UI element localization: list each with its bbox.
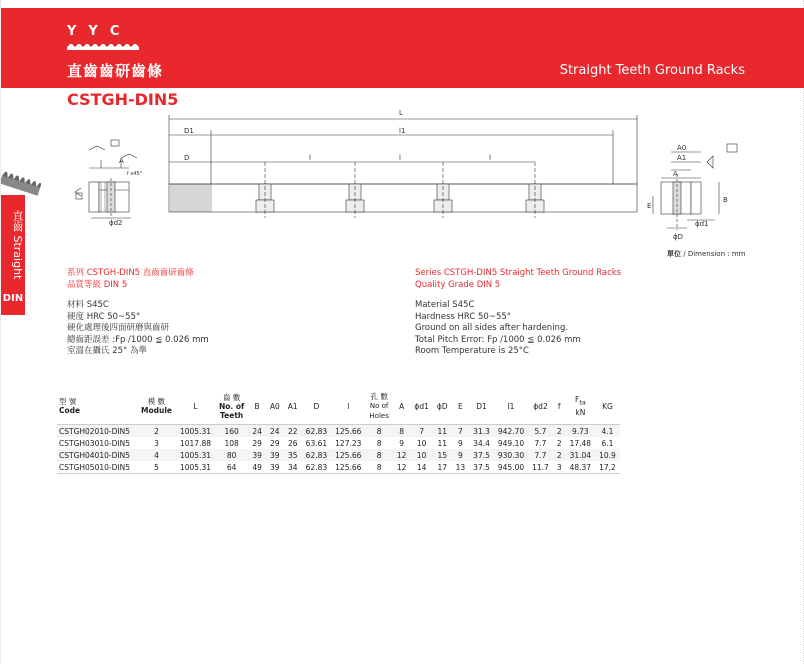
table-cell: 39 <box>270 450 280 460</box>
ground-zh: 硬化處理後四面研磨與齒研 <box>67 323 170 333</box>
end-view-left <box>75 140 137 218</box>
dim-l1: l1 <box>399 127 406 135</box>
table-cell: 125.66 <box>335 450 362 460</box>
table-cell: 31.04 <box>569 450 592 460</box>
table-row <box>57 461 620 474</box>
table-cell: 9 <box>399 438 405 448</box>
table-cell: 942.70 <box>497 426 525 436</box>
table-cell: CSTGH02010-DIN5 <box>59 426 130 436</box>
grade-en: Quality Grade DIN 5 <box>415 279 501 290</box>
dim-E: E <box>647 202 652 210</box>
col-d2: ϕd2 <box>528 388 553 425</box>
dim-D-small: ϕD <box>673 233 684 241</box>
model-heading: CSTGH-DIN5 <box>67 90 179 109</box>
table-cell: 949.10 <box>497 438 525 448</box>
table-cell: 14 <box>410 461 432 474</box>
col-A1: A1 <box>284 388 302 425</box>
header-banner <box>1 8 804 88</box>
technical-drawing <box>1 100 804 250</box>
page-title-zh: 直齒齒研齒條 <box>67 62 164 80</box>
col-D1: D1 <box>469 388 494 425</box>
table-cell: 62.83 <box>305 450 328 460</box>
table-cell: 2 <box>556 426 562 436</box>
table-cell: 6.1 <box>601 438 614 448</box>
logo-letter: C <box>109 24 122 39</box>
table-cell: 35 <box>287 450 298 460</box>
table-cell: CSTGH04010-DIN5 <box>59 450 130 460</box>
temp-zh: 室溫在攝氏 25° 為準 <box>67 346 147 356</box>
table-row <box>57 425 620 438</box>
table-cell: 8 <box>399 426 405 436</box>
table-cell: 7.7 <box>534 450 547 460</box>
table-cell: 125.66 <box>335 426 362 436</box>
table-cell: 62.83 <box>305 426 328 436</box>
table-cell: 11 <box>437 438 448 448</box>
brand-logo <box>67 24 143 54</box>
table-cell: 15 <box>437 450 448 460</box>
logo-letter: Y <box>67 24 79 39</box>
grade-zh: 品質等級 DIN 5 <box>67 279 128 290</box>
table-cell: 17 <box>433 461 452 474</box>
series-en: Series CSTGH-DIN5 Straight Teeth Ground Racks <box>415 268 622 278</box>
table-cell: 22 <box>287 426 298 436</box>
col-l: l <box>331 388 365 425</box>
table-cell: 1005.31 <box>176 461 215 474</box>
col-module: 模 數 Module <box>137 388 176 425</box>
table-cell: CSTGH03010-DIN5 <box>59 438 130 448</box>
side-din-badge: DIN <box>1 288 25 310</box>
dim-l: l <box>399 154 401 162</box>
table-cell: 34.4 <box>473 438 490 448</box>
table-cell: 37.5 <box>473 450 490 460</box>
col-l1: l1 <box>494 388 528 425</box>
dim-f: f x45° <box>127 171 143 177</box>
table-cell: 930.30 <box>497 450 525 460</box>
table-cell: 4.1 <box>601 426 614 436</box>
dim-d1: ϕd1 <box>695 220 709 228</box>
table-cell: 12 <box>396 450 407 460</box>
table-cell: 9 <box>458 450 463 460</box>
col-d1: ϕd1 <box>410 388 432 425</box>
table-cell: 7 <box>419 426 425 436</box>
table-cell: 108 <box>224 438 239 448</box>
table-row <box>57 449 620 461</box>
table-cell: 5 <box>137 461 176 474</box>
col-D: D <box>302 388 331 425</box>
dim-A0: A0 <box>677 144 687 152</box>
logo-teeth-icon <box>67 44 143 50</box>
col-fta: $F_{ta}$ kN <box>566 388 595 425</box>
description-zh <box>67 268 209 358</box>
dim-D1: D1 <box>184 127 194 135</box>
table-cell: 5.7 <box>534 426 547 436</box>
ground-en: Ground on all sides after hardening. <box>415 323 569 333</box>
table-cell: 26 <box>287 438 298 448</box>
table-cell: 8 <box>376 438 382 448</box>
table-cell: 125.66 <box>331 461 365 474</box>
table-row <box>57 437 620 449</box>
col-B: B <box>248 388 266 425</box>
col-teeth: 齒 數 No. of Teeth <box>215 388 248 425</box>
table-cell: 8 <box>365 461 392 474</box>
col-L: L <box>176 388 215 425</box>
spec-table <box>57 388 620 474</box>
table-cell: 9.73 <box>572 426 589 436</box>
table-cell: 1017.88 <box>179 438 211 448</box>
dimension-unit: 單位 / Dimension : mm <box>667 250 746 258</box>
table-cell: 39 <box>266 461 284 474</box>
dim-d2: ϕd2 <box>109 219 123 227</box>
material-en: Material S45C <box>415 300 475 310</box>
table-cell: 11.7 <box>528 461 553 474</box>
table-cell: 17.2 <box>595 461 620 474</box>
table-cell: 34 <box>284 461 302 474</box>
table-cell: 2 <box>154 426 159 436</box>
table-cell: 24 <box>252 426 262 436</box>
table-cell: 80 <box>226 450 237 460</box>
table-cell: 160 <box>224 426 239 436</box>
table-cell: 2 <box>556 450 562 460</box>
table-cell: 63.61 <box>305 438 328 448</box>
table-cell: CSTGH05010-DIN5 <box>57 461 137 474</box>
table-cell: 10.9 <box>599 450 616 460</box>
table-cell: 17.48 <box>569 438 592 448</box>
table-cell: 49 <box>248 461 266 474</box>
dim-l: l <box>489 154 491 162</box>
table-cell: 31.3 <box>473 426 490 436</box>
table-cell: 2 <box>556 438 562 448</box>
col-f: f <box>553 388 566 425</box>
table-cell: 24 <box>270 426 280 436</box>
table-cell: 945.00 <box>494 461 528 474</box>
logo-letter: Y <box>88 24 100 39</box>
table-cell: 13 <box>452 461 470 474</box>
table-cell: 8 <box>376 426 382 436</box>
table-cell: 11 <box>437 426 448 436</box>
col-A0: A0 <box>266 388 284 425</box>
table-cell: 12 <box>393 461 411 474</box>
table-header-row <box>57 388 620 425</box>
col-E: E <box>452 388 470 425</box>
table-cell: 3 <box>154 438 159 448</box>
material-zh: 材料 S45C <box>67 300 109 310</box>
table-cell: 64 <box>215 461 248 474</box>
hardness-en: Hardness HRC 50~55° <box>415 311 512 322</box>
side-tab-label: 直齒 Straight <box>11 210 24 280</box>
dim-l: l <box>309 154 311 162</box>
description-en <box>415 268 621 358</box>
table-cell: 37.5 <box>469 461 494 474</box>
table-cell: 29 <box>270 438 280 448</box>
table-cell: 4 <box>154 450 159 460</box>
table-cell: 1005.31 <box>179 450 211 460</box>
col-code: 型 號 Code <box>57 388 137 425</box>
dim-A-right: A <box>673 170 678 178</box>
end-view-right <box>653 144 737 230</box>
pitch-zh: 總齒距誤差 :Fp /1000 ≦ 0.026 mm <box>67 334 209 345</box>
col-holes: 孔 數 No of Holes <box>365 388 392 425</box>
dim-D: D <box>184 154 190 162</box>
dim-B: B <box>723 196 728 204</box>
table-cell: 7 <box>458 426 463 436</box>
dim-L: L <box>399 109 403 117</box>
col-dD: ϕD <box>433 388 452 425</box>
table-cell: 29 <box>252 438 262 448</box>
page-title-en: Straight Teeth Ground Racks <box>559 63 745 78</box>
table-cell: 127.23 <box>335 438 362 448</box>
table-cell: 10 <box>416 450 427 460</box>
series-zh: 系列 CSTGH-DIN5 直齒齒研齒條 <box>67 268 194 278</box>
pitch-en: Total Pitch Error: Fp /1000 ≦ 0.026 mm <box>415 334 581 345</box>
table-cell: 8 <box>376 450 382 460</box>
table-cell: 39 <box>252 450 262 460</box>
col-A: A <box>393 388 411 425</box>
table-cell: 48.37 <box>566 461 595 474</box>
table-cell: 1005.31 <box>179 426 211 436</box>
table-cell: 7.7 <box>534 438 547 448</box>
hardness-zh: 硬度 HRC 50~55° <box>67 311 141 322</box>
table-cell: 3 <box>553 461 566 474</box>
table-cell: 9 <box>458 438 463 448</box>
table-cell: 10 <box>416 438 427 448</box>
dim-A: A <box>119 157 124 165</box>
table-cell: 62.83 <box>302 461 331 474</box>
col-kg: KG <box>595 388 620 425</box>
dim-A1: A1 <box>677 154 687 162</box>
temp-en: Room Temperature is 25°C <box>415 346 529 356</box>
